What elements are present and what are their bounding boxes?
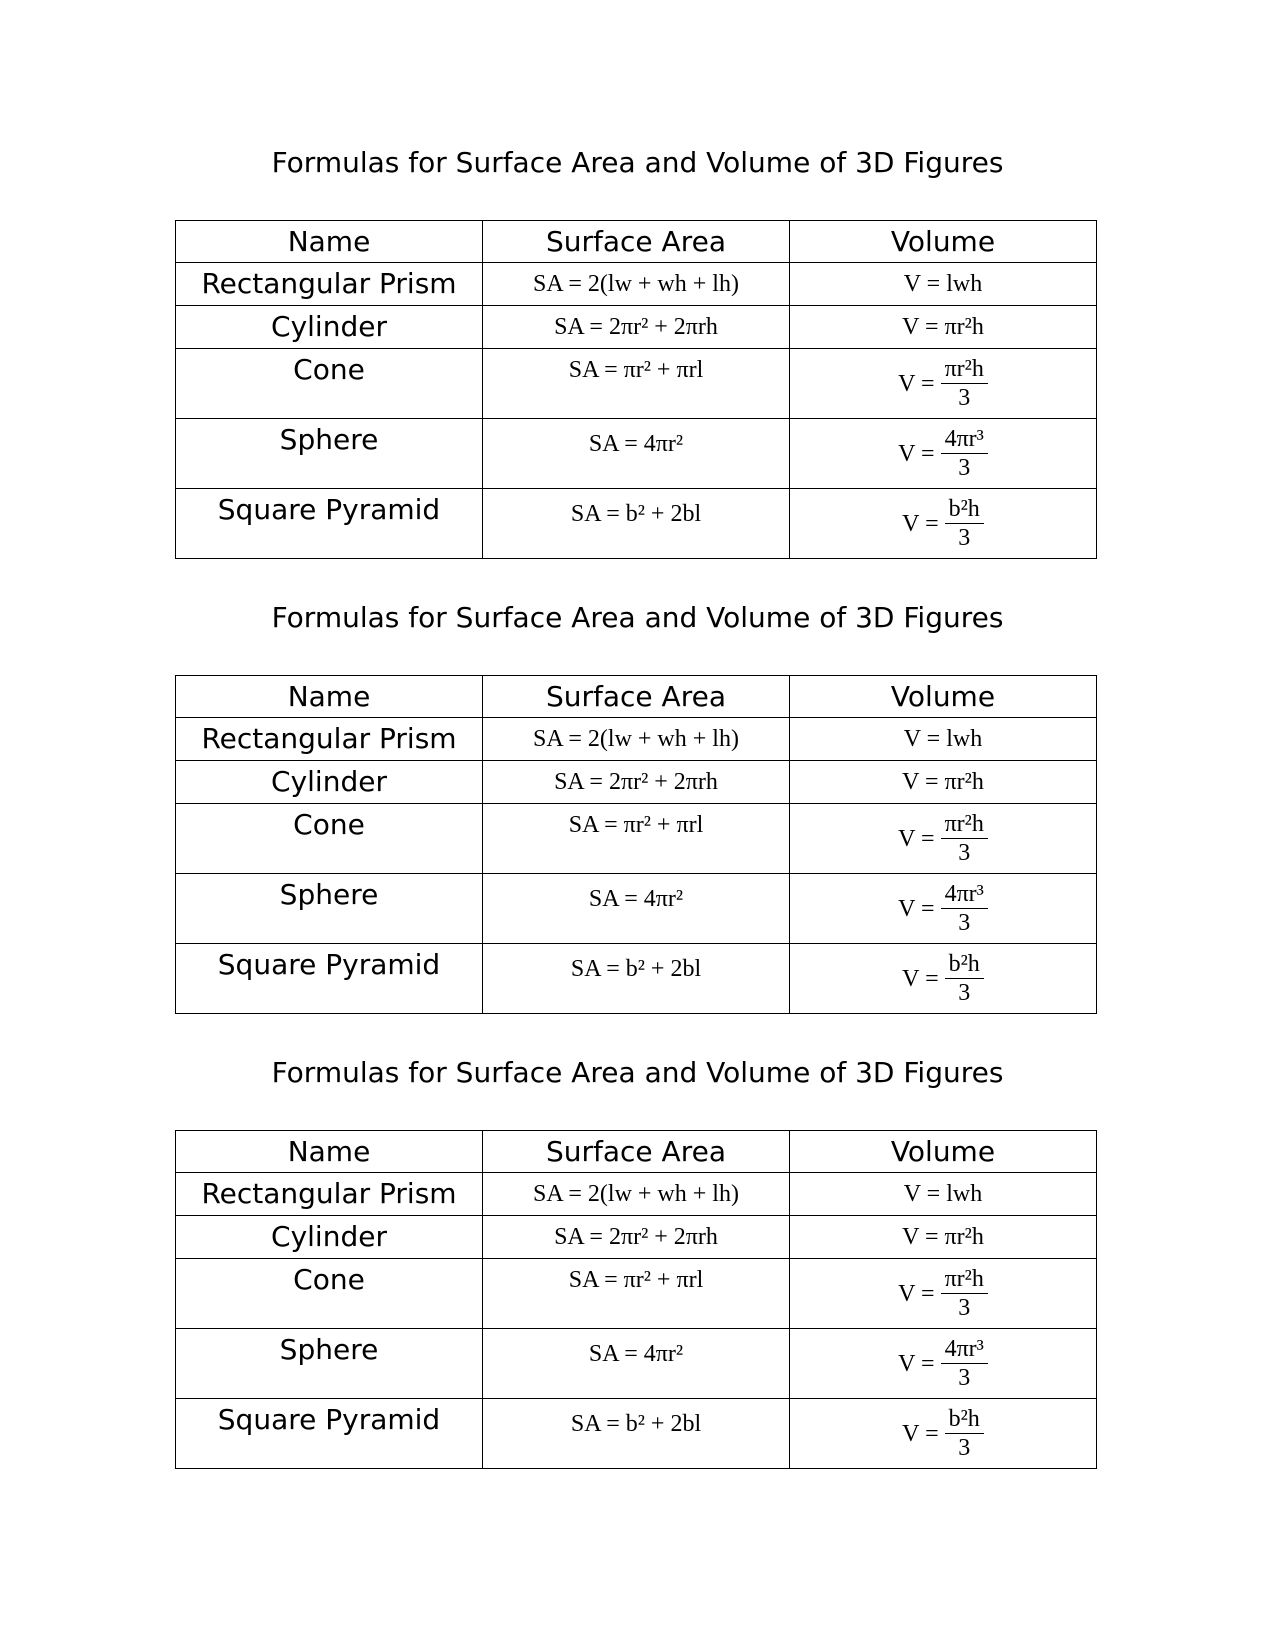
table-row	[176, 1259, 1097, 1329]
fraction-numerator: πr²h	[941, 810, 988, 839]
table-row	[176, 489, 1097, 559]
header-row	[176, 676, 1097, 718]
surface-area-formula: SA = b² + 2bl	[570, 1411, 702, 1437]
fraction-denominator: 3	[958, 525, 971, 551]
header-surface-area: Surface Area	[483, 221, 790, 263]
surface-area-formula: SA = 2(lw + wh + lh)	[533, 271, 739, 297]
volume-formula	[790, 1399, 1096, 1468]
volume-fraction	[941, 1335, 988, 1392]
surface-area-formula: SA = b² + 2bl	[570, 501, 702, 527]
volume-lead: V =	[898, 896, 935, 922]
figure-name: Square Pyramid	[217, 1403, 441, 1436]
figure-name: Square Pyramid	[217, 948, 441, 981]
fraction-denominator: 3	[958, 1435, 971, 1461]
fraction-denominator: 3	[958, 840, 971, 866]
fraction-numerator: 4πr³	[941, 425, 988, 454]
figure-name: Cylinder	[271, 310, 387, 343]
block-title: Formulas for Surface Area and Volume of 3D Figures	[271, 601, 1004, 634]
fraction-denominator: 3	[958, 910, 971, 936]
figure-name: Cylinder	[271, 765, 387, 798]
volume-formula: V = lwh	[903, 271, 983, 297]
surface-area-formula: SA = 4πr²	[588, 1341, 684, 1367]
volume-lead: V =	[902, 966, 939, 992]
surface-area-formula: SA = 4πr²	[588, 886, 684, 912]
volume-formula: V = lwh	[903, 1181, 983, 1207]
figure-name: Rectangular Prism	[201, 267, 457, 300]
figure-name: Sphere	[279, 878, 379, 911]
header-volume: Volume	[790, 676, 1097, 718]
volume-formula	[790, 349, 1096, 418]
table-row	[176, 1216, 1097, 1259]
volume-lead: V =	[898, 441, 935, 467]
fraction-numerator: b²h	[945, 495, 984, 524]
surface-area-formula: SA = 2(lw + wh + lh)	[533, 726, 739, 752]
block-title: Formulas for Surface Area and Volume of 3D Figures	[271, 146, 1004, 179]
volume-fraction	[941, 355, 988, 412]
surface-area-formula: SA = πr² + πrl	[568, 1267, 704, 1293]
figure-name: Cone	[293, 1263, 365, 1296]
volume-formula	[790, 1259, 1096, 1328]
volume-formula: V = πr²h	[902, 769, 984, 795]
surface-area-formula: SA = b² + 2bl	[570, 956, 702, 982]
volume-formula	[790, 874, 1096, 943]
header-name: Name	[176, 1131, 483, 1173]
volume-formula: V = lwh	[903, 726, 983, 752]
fraction-denominator: 3	[958, 455, 971, 481]
volume-formula	[790, 944, 1096, 1013]
header-volume: Volume	[790, 221, 1097, 263]
volume-lead: V =	[902, 1421, 939, 1447]
figure-name: Sphere	[279, 1333, 379, 1366]
volume-fraction	[941, 1265, 988, 1322]
table-row	[176, 874, 1097, 944]
table-row	[176, 944, 1097, 1014]
figure-name: Rectangular Prism	[201, 1177, 457, 1210]
volume-fraction	[945, 1405, 984, 1462]
volume-fraction	[945, 495, 984, 552]
figure-name: Cone	[293, 353, 365, 386]
volume-formula: V = πr²h	[902, 314, 984, 340]
table-row	[176, 1399, 1097, 1469]
table-row	[176, 718, 1097, 761]
formulas-table	[175, 220, 1097, 559]
volume-lead: V =	[902, 511, 939, 537]
table-row	[176, 349, 1097, 419]
volume-fraction	[941, 880, 988, 937]
volume-lead: V =	[898, 1281, 935, 1307]
table-row	[176, 306, 1097, 349]
header-row	[176, 221, 1097, 263]
volume-lead: V =	[898, 371, 935, 397]
fraction-denominator: 3	[958, 1295, 971, 1321]
fraction-denominator: 3	[958, 1365, 971, 1391]
table-row	[176, 1173, 1097, 1216]
surface-area-formula: SA = 2πr² + 2πrh	[554, 314, 718, 340]
header-name: Name	[176, 221, 483, 263]
table-row	[176, 263, 1097, 306]
header-volume: Volume	[790, 1131, 1097, 1173]
fraction-numerator: πr²h	[941, 355, 988, 384]
surface-area-formula: SA = 2πr² + 2πrh	[554, 1224, 718, 1250]
header-row	[176, 1131, 1097, 1173]
header-surface-area: Surface Area	[483, 676, 790, 718]
table-row	[176, 1329, 1097, 1399]
table-row	[176, 804, 1097, 874]
table-row	[176, 419, 1097, 489]
header-name: Name	[176, 676, 483, 718]
fraction-denominator: 3	[958, 980, 971, 1006]
formulas-table	[175, 675, 1097, 1014]
volume-formula	[790, 804, 1096, 873]
figure-name: Cylinder	[271, 1220, 387, 1253]
fraction-numerator: 4πr³	[941, 880, 988, 909]
block-title: Formulas for Surface Area and Volume of 3D Figures	[271, 1056, 1004, 1089]
surface-area-formula: SA = πr² + πrl	[568, 357, 704, 383]
fraction-numerator: πr²h	[941, 1265, 988, 1294]
fraction-numerator: b²h	[945, 950, 984, 979]
surface-area-formula: SA = 2πr² + 2πrh	[554, 769, 718, 795]
volume-fraction	[941, 810, 988, 867]
volume-formula: V = πr²h	[902, 1224, 984, 1250]
surface-area-formula: SA = πr² + πrl	[568, 812, 704, 838]
figure-name: Rectangular Prism	[201, 722, 457, 755]
volume-fraction	[945, 950, 984, 1007]
volume-formula	[790, 489, 1096, 558]
figure-name: Square Pyramid	[217, 493, 441, 526]
volume-lead: V =	[898, 1351, 935, 1377]
volume-lead: V =	[898, 826, 935, 852]
volume-fraction	[941, 425, 988, 482]
surface-area-formula: SA = 4πr²	[588, 431, 684, 457]
fraction-denominator: 3	[958, 385, 971, 411]
table-row	[176, 761, 1097, 804]
volume-formula	[790, 419, 1096, 488]
volume-formula	[790, 1329, 1096, 1398]
figure-name: Sphere	[279, 423, 379, 456]
fraction-numerator: 4πr³	[941, 1335, 988, 1364]
header-surface-area: Surface Area	[483, 1131, 790, 1173]
figure-name: Cone	[293, 808, 365, 841]
formulas-table	[175, 1130, 1097, 1469]
surface-area-formula: SA = 2(lw + wh + lh)	[533, 1181, 739, 1207]
fraction-numerator: b²h	[945, 1405, 984, 1434]
